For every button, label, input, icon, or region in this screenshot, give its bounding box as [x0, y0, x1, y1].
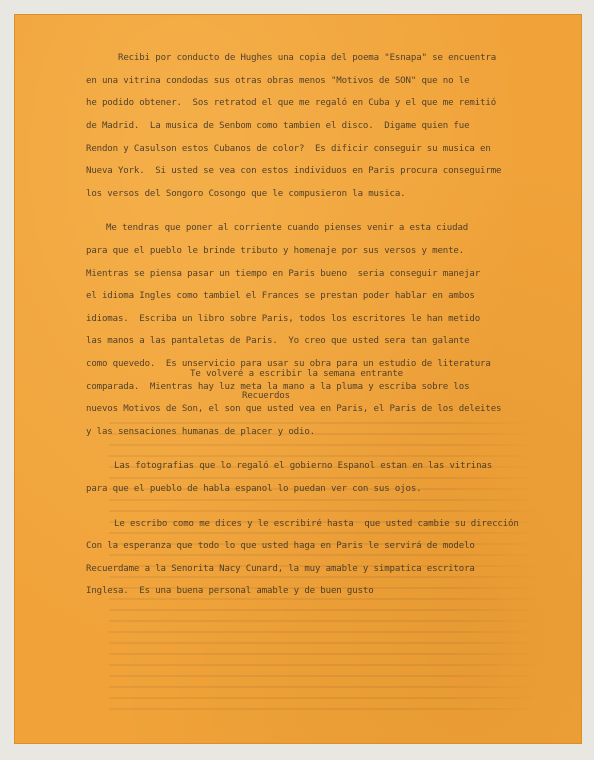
text-line: los versos del Songoro Cosongo que le compusieron la musica. [86, 188, 406, 199]
text-line: en una vitrina condodas sus otras obras menos "Motivos de SON" que no le [86, 75, 470, 86]
text-line: las manos a las pantaletas de Paris. Yo creo que usted sera tan galante [86, 336, 470, 347]
paragraph-1 [86, 42, 536, 200]
text-line: nuevos Motivos de Son, el son que usted vea en Paris, el Paris de los deleites [86, 404, 502, 415]
paragraph-3 [86, 450, 536, 495]
text-line: Nueva York. Si usted se vea con estos individuos en Paris procura conseguirme [86, 166, 502, 177]
text-line: Recibi por conducto de Hughes una copia del poema "Esnapa" se encuentra [118, 53, 497, 64]
text-line: Recuerdame a la Senorita Nacy Cunard, la muy amable y simpatica escritora [86, 563, 475, 574]
text-line: Las fotografias que lo regaló el gobierno Espanol estan en las vitrinas [114, 461, 493, 472]
paragraph-4 [86, 507, 536, 597]
text-line: el idioma Ingles como tambiel el Frances se prestan poder hablar en ambos [86, 291, 475, 302]
text-line: de Madrid. La musica de Senbom como tambien el disco. Digame quien fue [86, 121, 470, 132]
text-line: comparada. Mientras hay luz meta la mano a la pluma y escriba sobre los [86, 381, 470, 392]
text-line: Le escribo como me dices y le escribiré hasta que usted cambie su dirección [114, 518, 519, 529]
text-line: y las sensaciones humanas de placer y odio. [86, 426, 315, 437]
text-line: Rendon y Casulson estos Cubanos de color? Es dificir conseguir su musica en [86, 143, 491, 154]
text-line: Mientras se piensa pasar un tiempo en Paris bueno seria conseguir manejar [86, 268, 481, 279]
letter-body [86, 42, 536, 598]
text-line: para que el pueblo de habla espanol lo puedan ver con sus ojos. [86, 483, 422, 494]
paragraph-2 [86, 212, 536, 438]
text-line: Inglesa. Es una buena personal amable y de buen gusto [86, 586, 374, 597]
sign-off: Recuerdos [242, 391, 290, 401]
text-line: como quevedo. Es unservicio para usar su obra para un estudio de literatura [86, 359, 491, 370]
text-line: para que el pueblo le brinde tributo y homenaje por sus versos y mente. [86, 246, 465, 257]
text-line: he podido obtener. Sos retratod el que me regaló en Cuba y el que me remitió [86, 98, 497, 109]
text-line: idiomas. Escriba un libro sobre Paris, todos los escritores le han metido [86, 313, 481, 324]
text-line: Me tendras que poner al corriente cuando pienses venir a esta ciudad [106, 223, 469, 234]
closing-line: Te volveré a escribir la semana entrante [190, 369, 403, 379]
text-line: Con la esperanza que todo lo que usted haga en Paris le servirá de modelo [86, 541, 475, 552]
